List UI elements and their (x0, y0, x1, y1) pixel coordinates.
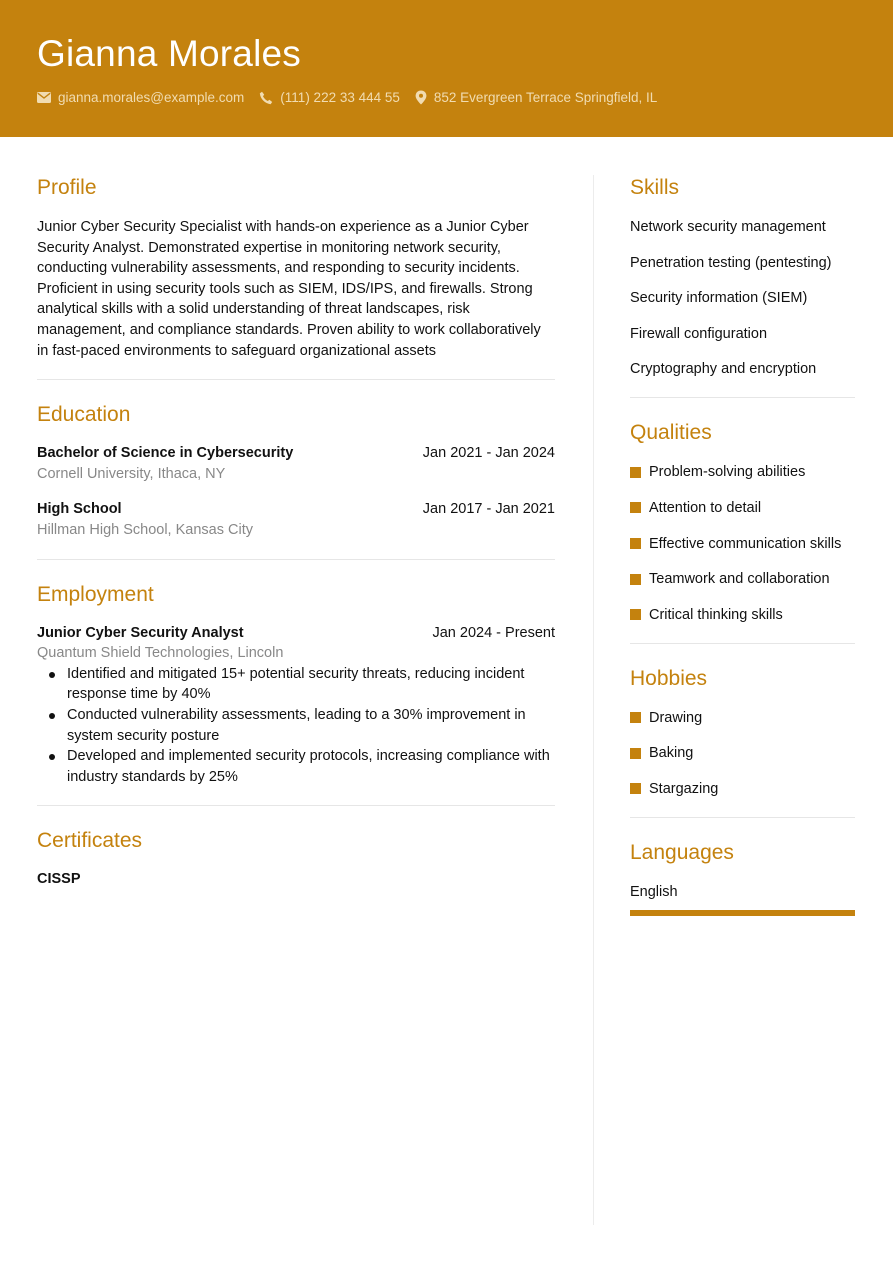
resume-header (0, 0, 893, 137)
languages-section (630, 840, 855, 916)
bullet-square-icon (630, 783, 641, 794)
bullet-square-icon (630, 574, 641, 585)
quality-label: Teamwork and collaboration (649, 571, 830, 588)
skill-item: Cryptography and encryption (630, 361, 817, 378)
achievement-list (37, 664, 555, 788)
section-title-skills: Skills (630, 176, 680, 199)
profile-section (37, 175, 555, 361)
contact-info (37, 90, 672, 105)
section-title-languages: Languages (630, 840, 734, 864)
employment-dates: Jan 2024 - Present (432, 624, 555, 641)
column-divider (593, 175, 594, 1225)
bullet-square-icon (630, 467, 641, 478)
contact-phone (259, 90, 400, 105)
language-level-bar (630, 910, 855, 916)
email-text: gianna.morales@example.com (58, 90, 245, 105)
bullet-square-icon (630, 538, 641, 549)
skills-section (630, 175, 855, 379)
school-name: Hillman High School, Kansas City (37, 521, 253, 538)
phone-text: (111) 222 33 444 55 (280, 90, 400, 105)
section-title-employment: Employment (37, 582, 154, 606)
candidate-name: Gianna Morales (37, 33, 301, 74)
achievement-item: Identified and mitigated 15+ potential security threats, reducing incident response time by 40% (37, 664, 555, 705)
education-dates: Jan 2017 - Jan 2021 (422, 501, 555, 518)
employment-section (37, 582, 555, 788)
contact-address (415, 90, 657, 105)
address-text: 852 Evergreen Terrace Springfield, IL (433, 90, 658, 105)
education-entry (37, 443, 555, 484)
education-section (37, 402, 555, 540)
map-pin-icon (415, 90, 427, 105)
skill-item: Penetration testing (pentesting) (630, 254, 832, 271)
section-title-education: Education (37, 403, 131, 427)
sidebar-column (630, 175, 855, 916)
contact-email (37, 90, 244, 105)
section-divider (630, 397, 855, 398)
phone-icon (259, 91, 273, 105)
hobby-label: Drawing (649, 709, 703, 726)
achievement-item: Developed and implemented security protocols, increasing compliance with industry standards by 25% (37, 746, 555, 787)
quality-item (630, 605, 855, 625)
quality-label: Critical thinking skills (649, 606, 783, 623)
education-entry (37, 499, 555, 540)
quality-item (630, 569, 855, 605)
job-title: Junior Cyber Security Analyst (37, 624, 244, 641)
skill-item: Network security management (630, 219, 826, 235)
quality-item (630, 534, 855, 570)
section-title-certificates: Certificates (37, 829, 143, 853)
section-divider (37, 559, 555, 560)
degree-title: High School (37, 501, 122, 518)
hobby-item (630, 743, 855, 779)
envelope-icon (37, 92, 51, 103)
degree-title: Bachelor of Science in Cybersecurity (37, 445, 294, 462)
quality-label: Problem-solving abilities (649, 464, 806, 481)
language-item (630, 882, 855, 916)
section-divider (37, 379, 555, 380)
hobby-item (630, 708, 855, 744)
section-title-hobbies: Hobbies (630, 666, 708, 690)
section-divider (630, 643, 855, 644)
hobbies-section (630, 666, 855, 799)
certificate-item: CISSP (37, 871, 81, 888)
section-divider (630, 817, 855, 818)
company-name: Quantum Shield Technologies, Lincoln (37, 645, 284, 662)
bullet-square-icon (630, 502, 641, 513)
achievement-item: Conducted vulnerability assessments, leading to a 30% improvement in system security posture (37, 705, 555, 746)
bullet-square-icon (630, 748, 641, 759)
language-name: English (630, 883, 678, 900)
bullet-square-icon (630, 609, 641, 620)
quality-item (630, 462, 855, 498)
education-dates: Jan 2021 - Jan 2024 (422, 445, 555, 462)
hobby-item (630, 779, 855, 799)
quality-label: Attention to detail (649, 499, 762, 516)
qualities-section (630, 420, 855, 624)
certificates-section (37, 828, 555, 890)
skill-item: Firewall configuration (630, 325, 768, 342)
school-name: Cornell University, Ithaca, NY (37, 465, 226, 482)
employment-entry (37, 623, 555, 788)
hobby-label: Baking (649, 745, 694, 762)
quality-item (630, 498, 855, 534)
section-title-profile: Profile (37, 176, 97, 199)
skill-item: Security information (SIEM) (630, 290, 808, 307)
hobby-label: Stargazing (649, 780, 719, 797)
bullet-square-icon (630, 712, 641, 723)
section-title-qualities: Qualities (630, 421, 712, 445)
main-column (37, 175, 555, 890)
profile-text: Junior Cyber Security Specialist with hands-on experience as a Junior Cyber Security Analyst. Demonstrated expertise in monitoring network security, conducting vulnerability assessments, and responding to security incidents. Proficient in using security tools such as SIEM, IDS/IPS, and firewalls. Strong analytical skills with a solid understanding of threat landscapes, risk management, and compliance standards. Proven ability to work collaboratively in fast-paced environments to safeguard organizational assets (37, 219, 541, 359)
quality-label: Effective communication skills (649, 535, 842, 552)
section-divider (37, 805, 555, 806)
